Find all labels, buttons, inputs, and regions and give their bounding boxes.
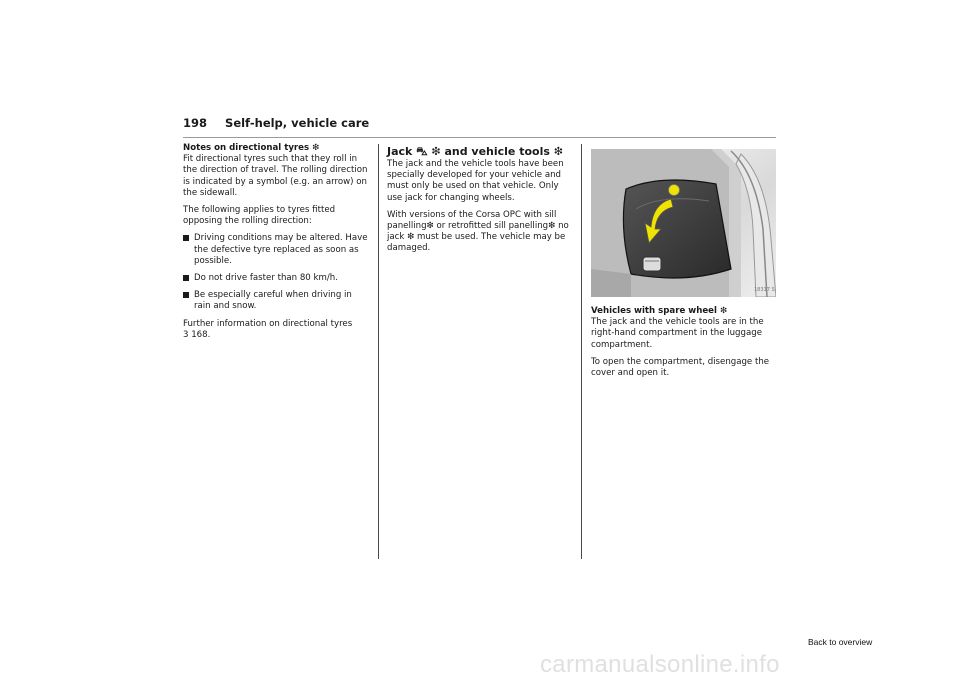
right-column [591, 306, 777, 385]
asterisk-symbol-icon: ❇ [719, 306, 728, 316]
paragraph: With versions of the Corsa OPC with sill panelling❇ or retrofitted sill panelling❇ no jack ❇ must be used. The vehicle may be damaged. [387, 209, 569, 254]
paragraph: The jack and the vehicle tools are in the right-hand compartment in the luggage compartment. [591, 317, 764, 350]
bullet-square-icon [183, 235, 189, 241]
middle-column [387, 145, 573, 261]
page-header [183, 116, 369, 130]
page-title: Self-help, vehicle care [225, 116, 370, 130]
paragraph: To open the compartment, disengage the cover and open it. [591, 356, 770, 379]
watermark: carmanualsonline.info [540, 651, 780, 678]
bullet-square-icon [183, 292, 189, 298]
figure-code: 18317 S [754, 287, 775, 293]
car-jack-icon: ⛍ [416, 145, 428, 158]
list-item: Do not drive faster than 80 km/h. [183, 273, 369, 284]
asterisk-symbol-icon: ❇ [426, 221, 434, 232]
column-divider [581, 144, 582, 559]
header-rule [183, 137, 776, 138]
paragraph: Fit directional tyres such that they roll in the direction of travel. The rolling direction is indicated by a symbol (e.g. an arrow) on the sidewall. [183, 154, 368, 198]
bullet-square-icon [183, 275, 189, 281]
reference-arrow-icon: 3 [183, 329, 189, 340]
paragraph: The jack and the vehicle tools have been specially developed for your vehicle and must only be used on that vehicle. Only use jack for changing wheels. [387, 159, 564, 203]
list-item: Driving conditions may be altered. Have the defective tyre replaced as soon as possible. [183, 233, 369, 267]
paragraph: Further information on directional tyres 3 168. [183, 318, 353, 340]
list-item: Be especially careful when driving in rain and snow. [183, 290, 369, 312]
back-to-overview-link[interactable]: Back to overview [808, 637, 873, 647]
page-number: 198 [183, 116, 208, 130]
asterisk-symbol-icon: ❇ [553, 145, 563, 158]
paragraph: The following applies to tyres fitted opposing the rolling direction: [183, 205, 336, 227]
asterisk-symbol-icon: ❇ [431, 145, 441, 158]
page-reference-link[interactable]: 3 168. [183, 329, 211, 340]
section-heading-spare-wheel: Vehicles with spare wheel ❇ [591, 306, 728, 316]
left-column [183, 143, 369, 341]
asterisk-symbol-icon: ❇ [548, 221, 556, 232]
column-divider [378, 144, 379, 559]
asterisk-symbol-icon: ❇ [312, 143, 320, 153]
asterisk-symbol-icon: ❇ [407, 232, 415, 243]
luggage-compartment-illustration [591, 149, 776, 297]
section-heading-jack: Jack ⛍ ❇ and vehicle tools ❇ [387, 145, 563, 158]
section-heading-directional-tyres: Notes on directional tyres ❇ [183, 143, 320, 153]
